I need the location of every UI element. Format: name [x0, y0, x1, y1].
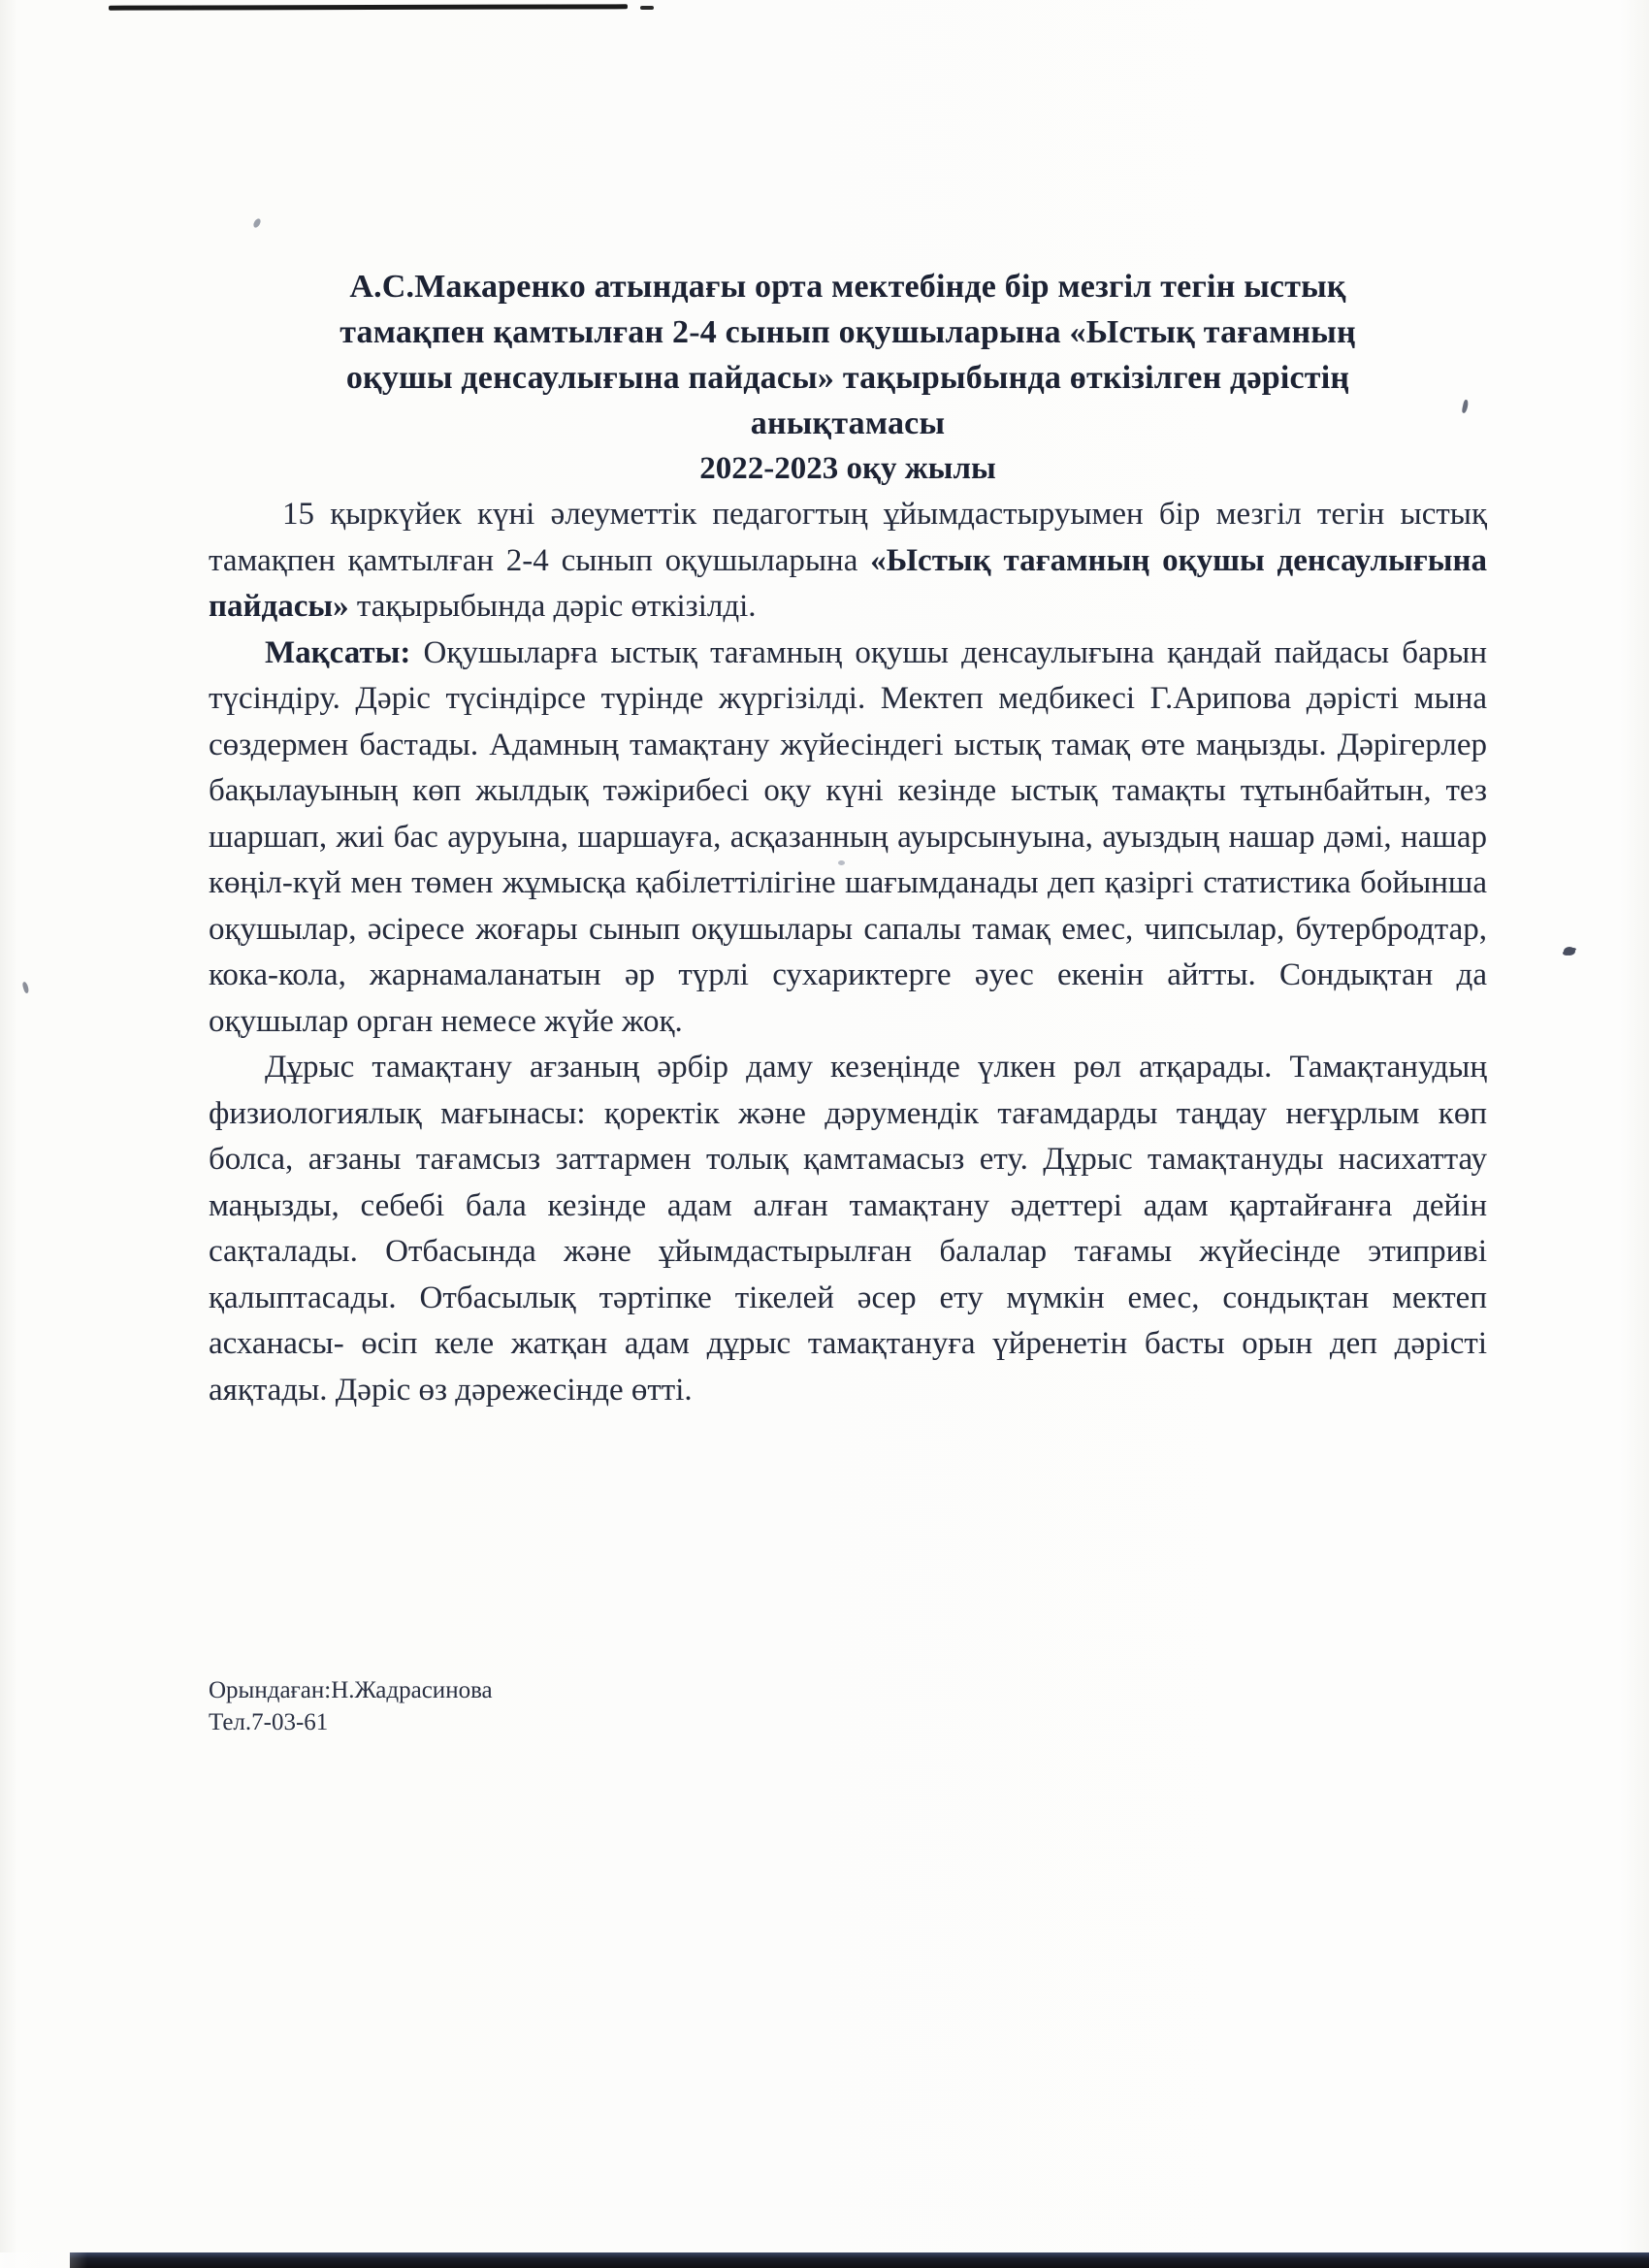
- scan-artifact-speck: [21, 982, 29, 994]
- title-line: тамақпен қамтылған 2-4 сынып оқушыларына «Ыстық тағамның: [340, 314, 1356, 350]
- scan-artifact-top-line: [109, 4, 628, 10]
- paragraph-intro-bold-topic: «Ыстық тағамның оқушы денсаулығына пайдасы»: [209, 542, 1487, 624]
- scan-artifact-bottom-fade: [0, 2252, 87, 2268]
- footer-phone: Тел.7-03-61: [209, 1709, 329, 1735]
- paragraph-intro-lead: 15 қыркүйек күні әлеуметтік педагогтың ұйымдастыруымен бір мезгіл тегін ыстық тамақпен қамтылған 2-4 сынып оқушыларына: [209, 497, 1487, 578]
- document-footer: [209, 1674, 493, 1738]
- school-year: 2022-2023 оқу жылы: [699, 451, 996, 486]
- scan-artifact-top-dot: [640, 6, 654, 10]
- paragraph-goal: [209, 631, 1487, 1046]
- scan-artifact-speck: [1564, 947, 1575, 956]
- paragraph-nutrition-text: Дұрыс тамақтану ағзаның әрбір даму кезеңінде үлкен рөл атқарады. Тамақтанудың физиологиялық мағынасы: қоректік және дәрумендік тағамдарды таңдау неғұрлым көп болса, ағзаны тағамсыз заттармен толық қамтамасыз ету. Дұрыс тамақтануды насихаттау маңызды, себебі бала кезінде адам алған тамақтану әдеттері адам қартайғанға дейін сақталады. Отбасында және ұйымдастырылған балалар тағамы жүйесінде этиприві қалыптасады. Отбасылық тәртіпке тікелей әсер ету мүмкін емес, сондықтан мектеп асханасы- өсіп келе жатқан адам дұрыс тамақтануға үйренетін басты орын деп дәрісті аяқтады. Дәріс өз дәрежесінде өтті.: [209, 1050, 1487, 1408]
- paragraph-goal-label: Мақсаты:: [265, 634, 411, 670]
- paragraph-intro-tail: тақырыбында дәріс өткізілді.: [348, 589, 757, 624]
- document-body: [209, 492, 1487, 1413]
- document-title: [209, 264, 1487, 446]
- document-content: [209, 264, 1487, 1413]
- title-line: анықтамасы: [750, 405, 946, 441]
- title-line: оқушы денсаулығына пайдасы» тақырыбында өткізілген дәрістің: [345, 360, 1350, 396]
- paragraph-nutrition: [209, 1045, 1487, 1413]
- footer-executor: Орындаған:Н.Жадрасинова: [209, 1677, 493, 1703]
- scan-artifact-bottom-edge: [70, 2252, 1649, 2268]
- paragraph-intro: [209, 492, 1487, 631]
- paragraph-goal-text: Оқушыларға ыстық тағамның оқушы денсаулығына қандай пайдасы барын түсіндіру. Дәріс түсіндірсе түрінде жүргізілді. Мектеп медбикесі Г.Арипова дәрісті мына сөздермен бастады. Адамның тамақтану жүйесіндегі ыстық тамақ өте маңызды. Дәрігерлер бақылауының көп жылдық тәжірибесі оқу күні кезінде ыстық тамақты тұтынбайтын, тез шаршап, жиі бас ауруына, шаршауға, асқазанның ауырсынуына, ауыздың нашар дәмі, нашар көңіл-күй мен төмен жұмысқа қабілеттілігіне шағымданады деп қазіргі статистика бойынша оқушылар, әсіресе жоғары сынып оқушылары сапалы тамақ емес, чипсылар, бутербродтар, кока-кола, жарнамаланатын әр түрлі сухариктерге әуес екенін айтты. Сондықтан да оқушылар орган немесе жүйе жоқ.: [209, 634, 1487, 1039]
- scan-artifact-speck: [252, 217, 262, 229]
- title-line: А.С.Макаренко атындағы орта мектебінде бір мезгіл тегін ыстық: [349, 269, 1346, 305]
